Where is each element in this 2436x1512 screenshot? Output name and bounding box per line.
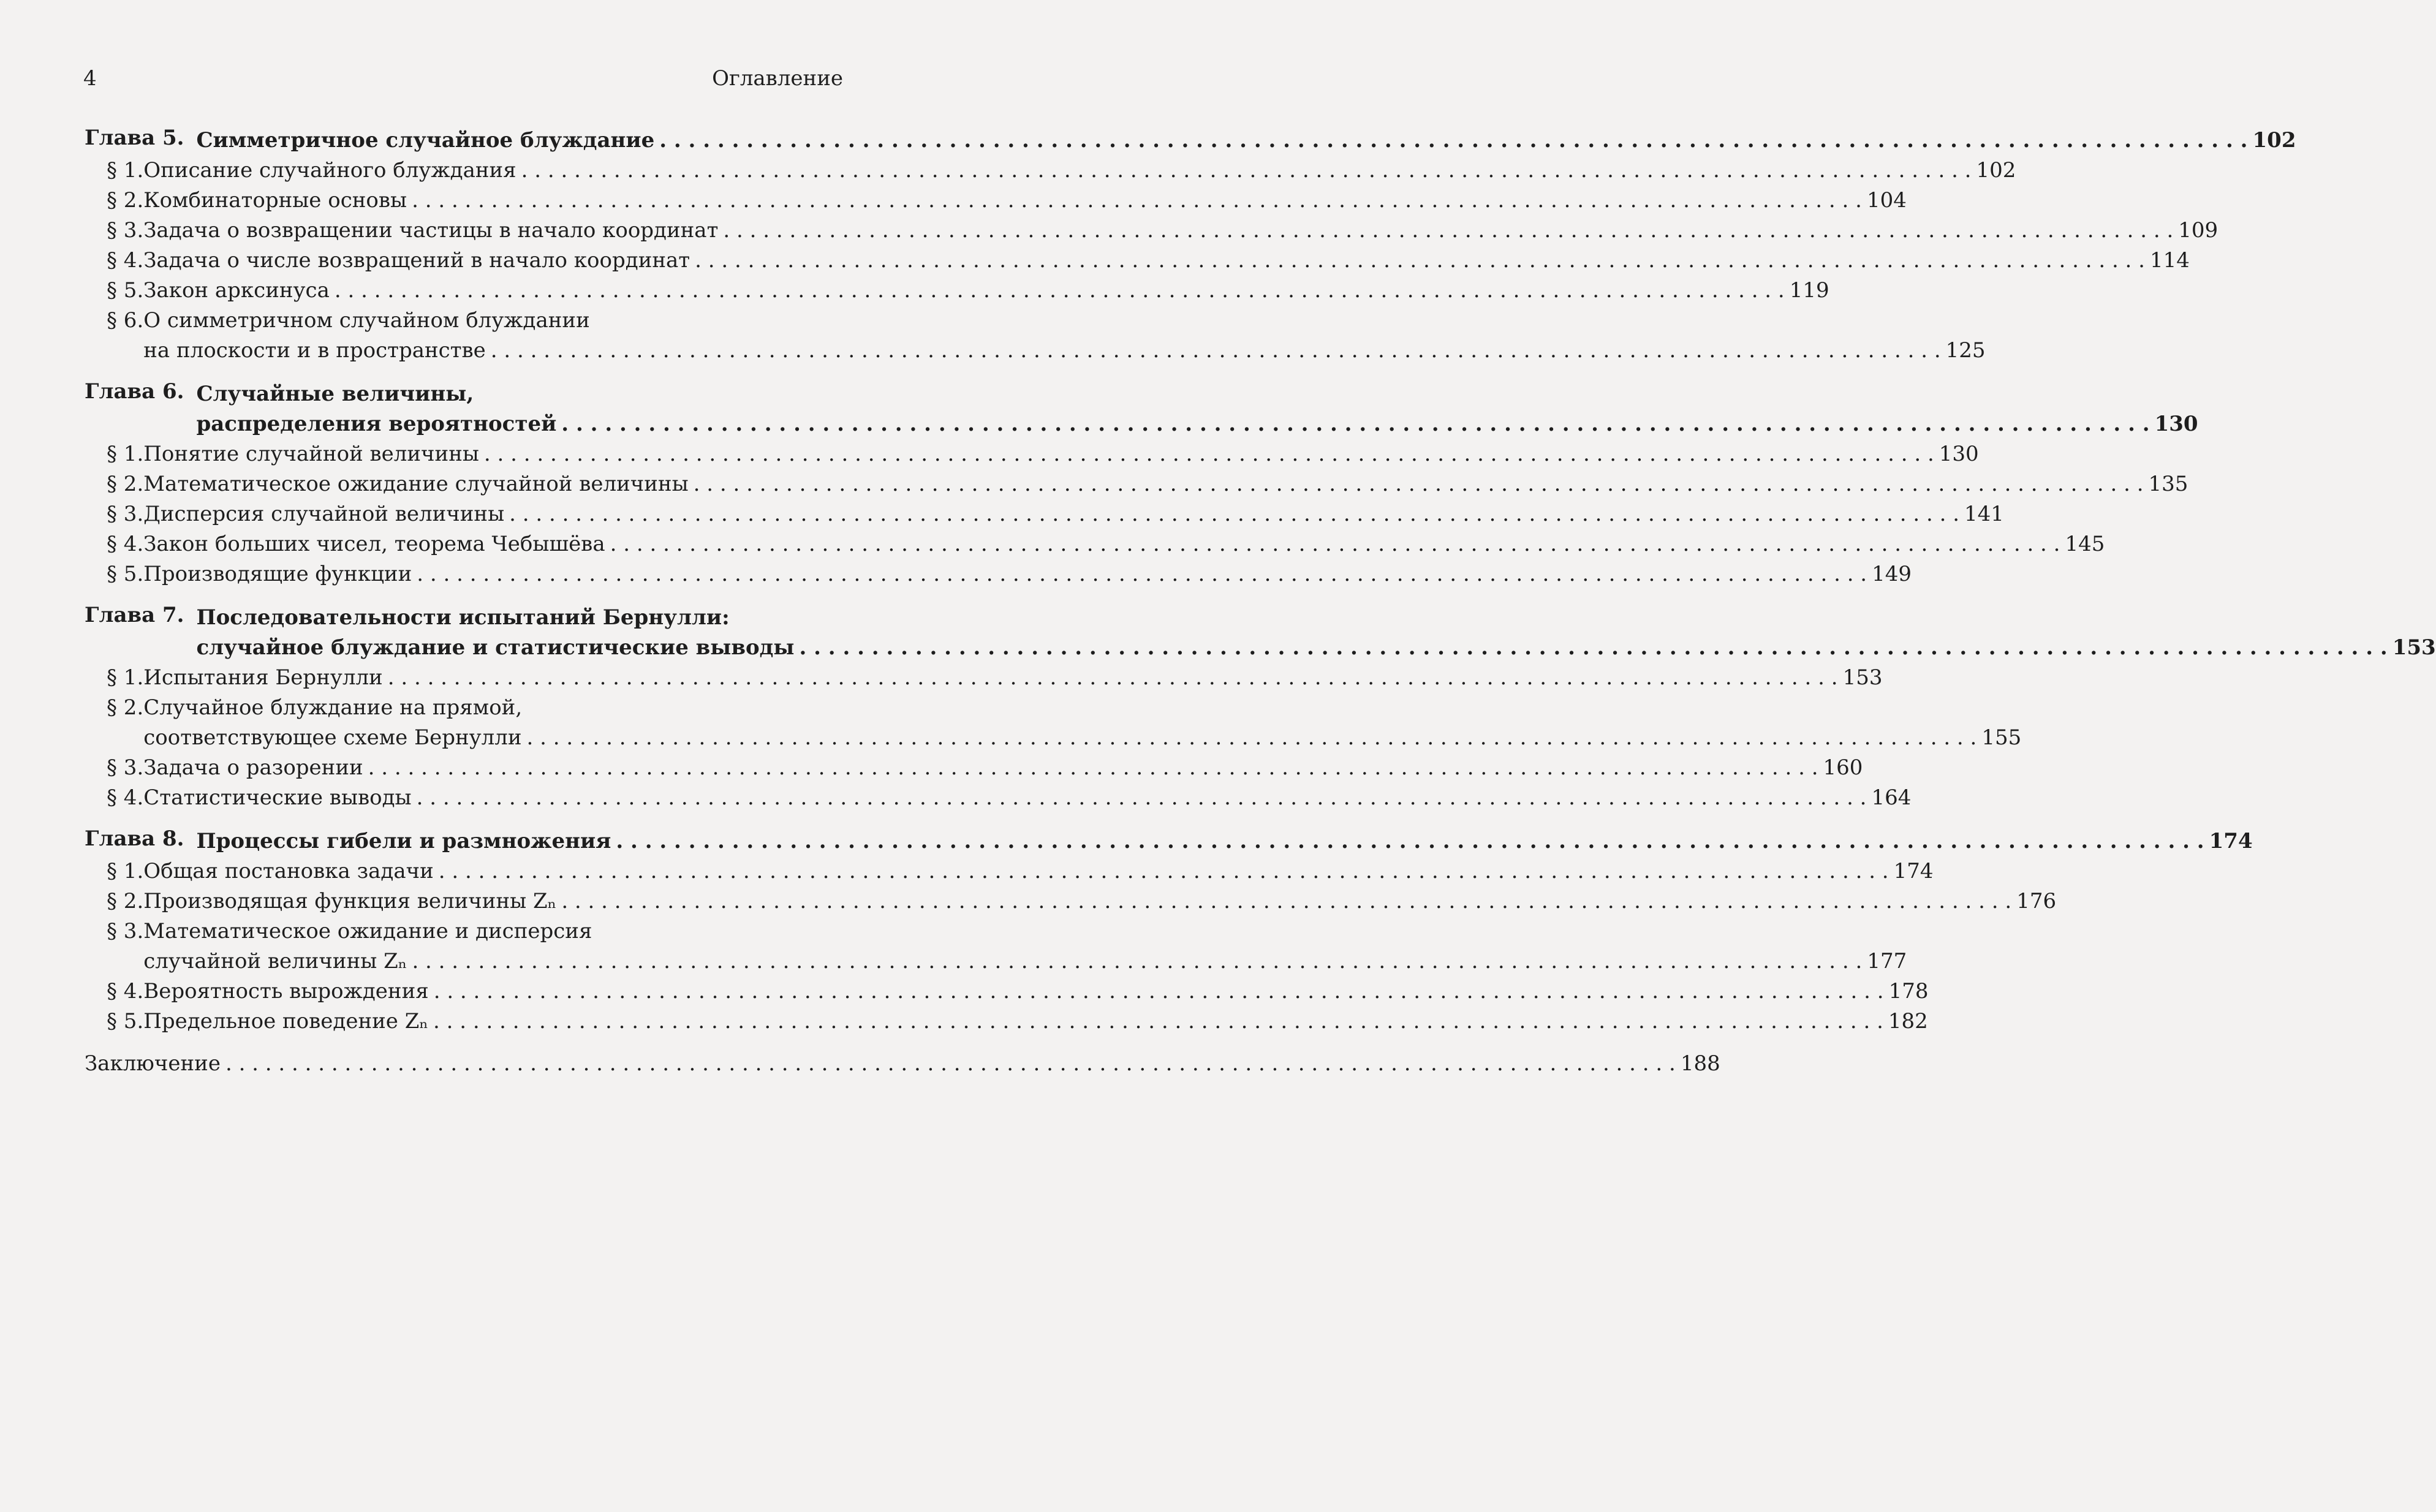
section-title-line: [143, 156, 2016, 186]
chapter-title: [196, 826, 2252, 856]
leader-dots: [388, 663, 1838, 693]
toc-section-entry[interactable]: [85, 186, 1907, 216]
chapter-page-number: 102: [2252, 128, 2296, 153]
section-title-text: соответствующее схеме Бернулли: [143, 725, 522, 750]
leader-dots: [417, 783, 1867, 813]
toc-section-entry[interactable]: [85, 216, 2218, 246]
section-title-line: [143, 783, 1911, 813]
section-title-line: [143, 529, 2105, 559]
chapter-title: [196, 126, 2296, 156]
chapter-heading[interactable]: [85, 126, 2296, 156]
section-title-text: Описание случайного блуждания: [143, 158, 516, 183]
section-title-text: Предельное поведение Zₙ: [143, 1009, 429, 1034]
section-title-text: Испытания Бернулли: [143, 665, 383, 690]
section-number: § 5.: [107, 1009, 144, 1034]
toc-section-entry[interactable]: [85, 917, 1907, 977]
section-number: § 4.: [107, 248, 144, 273]
section-title: [143, 156, 2016, 186]
section-title-text: Производящая функция величины Zₙ: [143, 889, 557, 913]
section-number: § 1.: [107, 442, 144, 466]
section-title-line: [143, 977, 1928, 1007]
chapter-number: Глава 7.: [85, 603, 184, 627]
section-number: § 1.: [107, 665, 144, 690]
section-title-line: [143, 663, 1882, 693]
leader-dots: [368, 753, 1818, 783]
leader-dots: [491, 336, 1941, 366]
section-page-number: 141: [1964, 502, 2004, 526]
section-page-number: 135: [2148, 472, 2188, 496]
section-page-number: 174: [1893, 859, 1934, 883]
section-title: [143, 753, 1863, 783]
running-title: Оглавление: [712, 66, 843, 91]
chapter-title-line: [196, 633, 2435, 663]
section-title: [143, 559, 1912, 589]
section-title-line: [143, 886, 2056, 917]
section-page-number: 109: [2178, 218, 2218, 243]
section-title-line: [143, 856, 1933, 886]
section-title-line: [143, 246, 2190, 276]
leader-dots: [335, 276, 1785, 306]
section-number: § 3.: [107, 218, 144, 243]
section-number: § 4.: [107, 532, 144, 556]
section-number: § 5.: [107, 278, 144, 303]
chapter-title-text: Симметричное случайное блуждание: [196, 128, 655, 153]
leader-dots: [723, 216, 2173, 246]
section-title-text: Вероятность вырождения: [143, 979, 429, 1004]
chapter-title-text: распределения вероятностей: [196, 412, 557, 436]
section-title-text: Закон больших чисел, теорема Чебышёва: [143, 532, 605, 556]
toc-section-entry[interactable]: [85, 559, 1912, 589]
chapter-title: [196, 603, 2435, 663]
section-number: § 6.: [107, 308, 144, 333]
page-number: 4: [83, 66, 97, 91]
section-number: § 3.: [107, 755, 144, 780]
section-title: [143, 1007, 1928, 1037]
chapter-page-number: 174: [2209, 829, 2253, 853]
section-page-number: 182: [1888, 1009, 1928, 1034]
section-title-text: О симметричном случайном блуждании: [143, 308, 590, 333]
section-title: [143, 886, 2056, 917]
toc-section-entry[interactable]: [85, 1007, 1928, 1037]
section-page-number: 149: [1872, 562, 1912, 586]
leader-dots: [412, 947, 1862, 977]
section-title-line: [143, 723, 2021, 753]
chapter-heading[interactable]: [85, 826, 2253, 856]
toc-chapter: [85, 379, 2198, 589]
section-title-line: [143, 499, 2004, 529]
section-title: [143, 306, 1985, 366]
conclusion-page-number: 188: [1680, 1051, 1720, 1076]
section-number: § 2.: [107, 695, 144, 720]
section-title: [143, 977, 1928, 1007]
section-title-text: Комбинаторные основы: [143, 188, 407, 213]
section-title-line: [143, 276, 1829, 306]
section-title: [143, 856, 1933, 886]
chapter-heading[interactable]: [85, 603, 2436, 663]
conclusion-title: Заключение: [85, 1051, 221, 1076]
chapter-title-text: Процессы гибели и размножения: [196, 829, 611, 853]
section-title: [143, 216, 2218, 246]
toc-section-entry[interactable]: [85, 693, 2022, 753]
section-number: § 5.: [107, 562, 144, 586]
section-title-text: Общая постановка задачи: [143, 859, 434, 883]
section-page-number: 178: [1888, 979, 1929, 1004]
section-title-line: [143, 947, 1907, 977]
chapter-number: Глава 8.: [85, 826, 184, 851]
leader-dots: [433, 1007, 1883, 1037]
chapter-title-line: [196, 126, 2296, 156]
section-title-text: на плоскости и в пространстве: [143, 338, 486, 363]
section-title: [143, 499, 2004, 529]
section-title-text: Статистические выводы: [143, 785, 412, 810]
section-title: [143, 439, 1978, 469]
section-title: [143, 276, 1829, 306]
section-page-number: 102: [1976, 158, 2016, 183]
leader-dots: [659, 126, 2247, 156]
leader-dots: [434, 977, 1884, 1007]
toc-section-entry[interactable]: [85, 663, 1883, 693]
toc-section-entry[interactable]: [85, 529, 2105, 559]
toc-chapter: [85, 826, 2253, 1037]
toc-section-entry[interactable]: [85, 469, 2188, 499]
leader-dots: [509, 499, 1959, 529]
toc-section-entry[interactable]: [85, 156, 2016, 186]
section-title: [143, 917, 1907, 977]
section-page-number: 160: [1823, 755, 1863, 780]
section-title-text: Производящие функции: [143, 562, 412, 586]
section-title-text: Понятие случайной величины: [143, 442, 479, 466]
section-number: § 2.: [107, 472, 144, 496]
leader-dots: [799, 633, 2387, 663]
section-title-line: [143, 336, 1985, 366]
toc-section-entry[interactable]: [85, 306, 1986, 366]
section-page-number: 164: [1871, 785, 1912, 810]
table-of-contents: [85, 126, 2436, 1079]
section-title-line: [143, 1007, 1928, 1037]
section-title-text: Случайное блуждание на прямой,: [143, 695, 523, 720]
toc-section-entry[interactable]: [85, 276, 1829, 306]
section-page-number: 176: [2016, 889, 2057, 913]
section-title-line: [143, 306, 1985, 336]
leader-dots: [561, 409, 2149, 439]
section-page-number: 177: [1867, 949, 1907, 973]
section-title-line: [143, 693, 2021, 723]
chapter-title-text: Случайные величины,: [196, 382, 474, 406]
leader-dots: [561, 886, 2011, 917]
section-number: § 3.: [107, 919, 144, 943]
leader-dots: [225, 1049, 1676, 1079]
leader-dots: [439, 856, 1889, 886]
section-page-number: 155: [1981, 725, 2022, 750]
section-title-text: Задача о разорении: [143, 755, 363, 780]
section-title-text: Задача о возвращении частицы в начало координат: [143, 218, 719, 243]
chapter-title-line: [196, 409, 2198, 439]
toc-section-entry[interactable]: [85, 783, 1912, 813]
section-title: [143, 246, 2190, 276]
chapter-number: Глава 5.: [85, 126, 184, 150]
section-title-line: [143, 917, 1907, 947]
section-title-line: [143, 753, 1863, 783]
section-title-line: [143, 216, 2218, 246]
leader-dots: [526, 723, 1976, 753]
section-title: [143, 783, 1911, 813]
section-title: [143, 663, 1882, 693]
chapter-title-line: [196, 603, 2435, 633]
section-title-text: Задача о числе возвращений в начало координат: [143, 248, 690, 273]
chapter-page-number: 130: [2154, 412, 2198, 436]
section-title: [143, 529, 2105, 559]
toc-section-entry[interactable]: [85, 753, 1863, 783]
section-title-text: Закон арксинуса: [143, 278, 330, 303]
section-title-text: случайной величины Zₙ: [143, 949, 407, 973]
leader-dots: [695, 246, 2145, 276]
section-number: § 4.: [107, 979, 144, 1004]
section-page-number: 114: [2149, 248, 2190, 273]
toc-section-entry[interactable]: [85, 856, 1934, 886]
leader-dots: [521, 156, 1972, 186]
chapter-title-line: [196, 826, 2252, 856]
chapter-heading[interactable]: [85, 379, 2198, 439]
toc-chapter: [85, 126, 2296, 366]
toc-section-entry[interactable]: [85, 977, 1929, 1007]
section-page-number: 104: [1866, 188, 1907, 213]
section-number: § 4.: [107, 785, 144, 810]
section-title-text: Дисперсия случайной величины: [143, 502, 505, 526]
leader-dots: [610, 529, 2060, 559]
section-page-number: 130: [1939, 442, 1979, 466]
section-number: § 3.: [107, 502, 144, 526]
section-title-line: [143, 439, 1978, 469]
chapter-title: [196, 379, 2198, 439]
toc-conclusion-entry[interactable]: [85, 1049, 1720, 1079]
toc-section-entry[interactable]: [85, 499, 2004, 529]
chapter-page-number: 153: [2392, 635, 2436, 660]
section-title-line: [143, 559, 1912, 589]
section-title-line: [143, 469, 2188, 499]
section-page-number: 145: [2065, 532, 2105, 556]
section-number: § 1.: [107, 158, 144, 183]
section-number: § 2.: [107, 889, 144, 913]
section-title: [143, 469, 2188, 499]
section-page-number: 119: [1789, 278, 1829, 303]
toc-chapter: [85, 603, 2436, 813]
section-page-number: 125: [1945, 338, 1986, 363]
leader-dots: [484, 439, 1934, 469]
leader-dots: [616, 826, 2204, 856]
section-title-line: [143, 186, 1907, 216]
section-number: § 2.: [107, 188, 144, 213]
section-number: § 1.: [107, 859, 144, 883]
section-title: [143, 693, 2021, 753]
chapter-number: Глава 6.: [85, 379, 184, 404]
section-title: [143, 186, 1907, 216]
toc-section-entry[interactable]: [85, 439, 1979, 469]
chapter-title-line: [196, 379, 2198, 409]
leader-dots: [412, 186, 1862, 216]
leader-dots: [694, 469, 2144, 499]
toc-section-entry[interactable]: [85, 886, 2057, 917]
section-page-number: 153: [1842, 665, 1883, 690]
toc-section-entry[interactable]: [85, 246, 2190, 276]
leader-dots: [417, 559, 1867, 589]
section-title-text: Математическое ожидание случайной величины: [143, 472, 689, 496]
chapter-title-text: Последовательности испытаний Бернулли:: [196, 605, 730, 630]
section-title-text: Математическое ожидание и дисперсия: [143, 919, 592, 943]
running-head: [83, 66, 843, 91]
chapter-title-text: случайное блуждание и статистические выводы: [196, 635, 795, 660]
